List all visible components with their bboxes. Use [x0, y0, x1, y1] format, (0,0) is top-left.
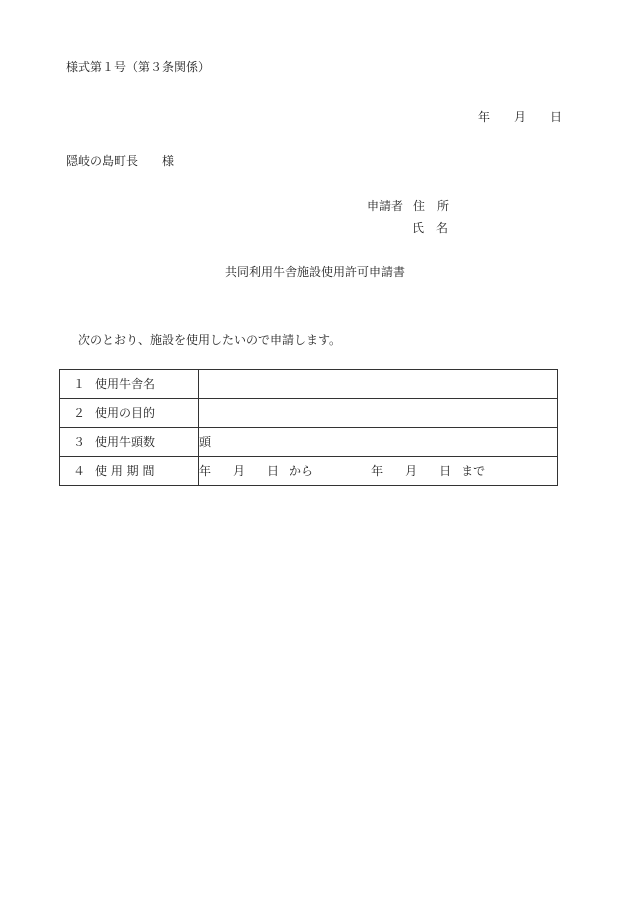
head-count-unit: 頭 [199, 435, 212, 449]
purpose-field[interactable] [199, 399, 558, 428]
applicant-role: 申請者 [367, 199, 404, 213]
period-day2: 日 [439, 464, 452, 478]
row-label [60, 457, 199, 486]
table-row [60, 399, 558, 428]
recipient [66, 154, 174, 168]
row-number: ２ [73, 406, 86, 420]
date-line [478, 110, 562, 124]
row-label-text: 使用の目的 [95, 406, 156, 420]
recipient-honorific: 様 [162, 154, 175, 168]
row-label [60, 399, 199, 428]
barn-name-field[interactable] [199, 370, 558, 399]
period-month1: 月 [233, 464, 246, 478]
recipient-name: 隠岐の島町長 [66, 154, 139, 168]
intro-text: 次のとおり、施設を使用したいので申請します。 [78, 333, 342, 347]
period-field[interactable] [199, 457, 558, 486]
period-from: から [289, 464, 314, 478]
applicant-address-line [367, 199, 449, 213]
applicant-address-label: 住 所 [413, 199, 450, 213]
table-row [60, 370, 558, 399]
row-number: ４ [73, 464, 86, 478]
applicant-name-line [412, 221, 448, 235]
applicant-name-label: 氏 名 [412, 221, 449, 235]
row-label-text: 使用牛舎名 [95, 377, 156, 391]
row-label-text: 使 用 期 間 [95, 464, 155, 478]
period-year2: 年 [371, 464, 384, 478]
table-row [60, 428, 558, 457]
head-count-field[interactable] [199, 428, 558, 457]
row-label [60, 428, 199, 457]
date-day-label: 日 [550, 110, 563, 124]
row-label [60, 370, 199, 399]
period-year1: 年 [199, 464, 212, 478]
row-number: １ [73, 377, 86, 391]
period-month2: 月 [405, 464, 418, 478]
period-day1: 日 [267, 464, 280, 478]
row-label-text: 使用牛頭数 [95, 435, 156, 449]
form-number: 様式第１号（第３条関係） [66, 60, 211, 74]
date-year-label: 年 [478, 110, 491, 124]
row-number: ３ [73, 435, 86, 449]
application-table [59, 369, 558, 486]
date-month-label: 月 [514, 110, 527, 124]
document-title: 共同利用牛舎施設使用許可申請書 [224, 265, 405, 279]
table-row [60, 457, 558, 486]
period-until: まで [461, 464, 486, 478]
